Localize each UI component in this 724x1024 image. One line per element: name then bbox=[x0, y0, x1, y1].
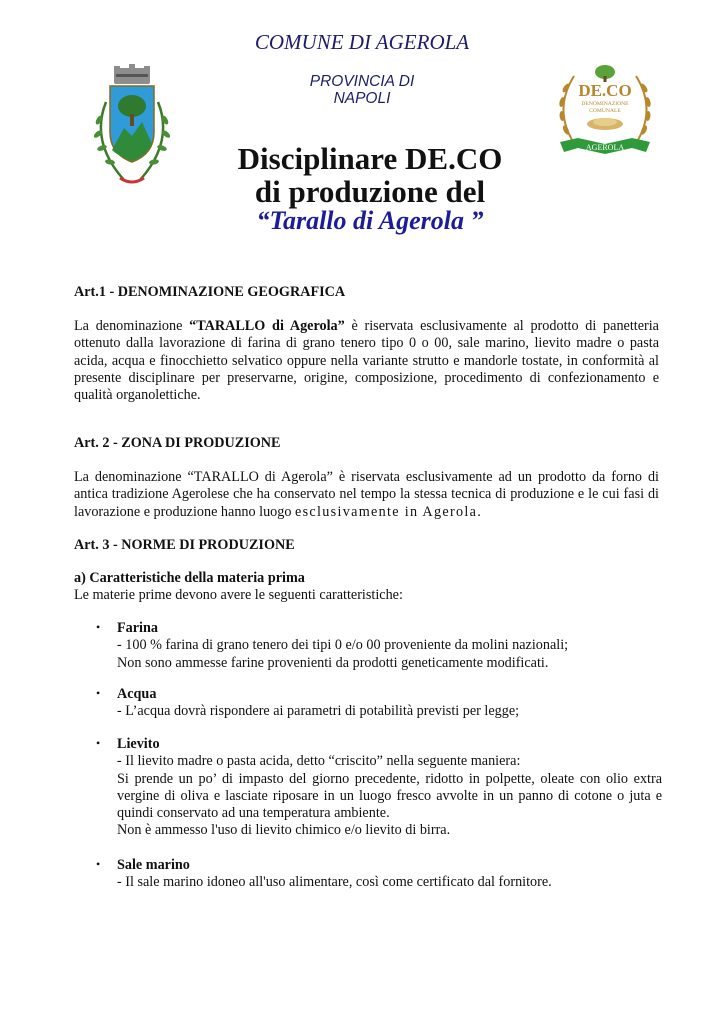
bullet-sale-marino: • bbox=[96, 857, 101, 871]
provincia-line-1: PROVINCIA DI bbox=[309, 73, 415, 90]
item-line: - L’acqua dovrà rispondere ai parametri di potabilità previsti per legge; bbox=[117, 703, 520, 720]
list-item-farina bbox=[117, 620, 662, 672]
title-line-2: di produzione del bbox=[254, 174, 486, 209]
item-title: Acqua bbox=[117, 686, 157, 702]
art3-heading: Art. 3 - NORME DI PRODUZIONE bbox=[74, 537, 295, 553]
bullet-lievito: • bbox=[96, 736, 101, 750]
art2-text-main: La denominazione “TARALLO di Agerola” è riservata esclusivamente ad un prodotto da forno di antica tradizione Agerolese che ha conservato nel tempo la stessa tecnica di produzione e le cui fasi di lavorazione e produzione hanno luogo bbox=[74, 469, 659, 520]
art2-heading: Art. 2 - ZONA DI PRODUZIONE bbox=[74, 435, 281, 451]
art1-text-bold: “TARALLO di Agerola” bbox=[189, 318, 345, 334]
item-title: Sale marino bbox=[117, 857, 190, 873]
art1-heading: Art.1 - DENOMINAZIONE GEOGRAFICA bbox=[74, 284, 346, 300]
deco-line1-text: DENOMINAZIONE bbox=[581, 101, 629, 107]
art1-text-post: è riservata esclusivamente al prodotto di panetteria ottenuto dalla lavorazione di farina di grano tenero tipo 0 o 00, sale marino, lievito madre o pasta acida, acqua e finocchietto selvatico oppure nella variante strutto e mandorle tostate, in conformità al presente disciplinare per preservarne, origine, composizione, procedimento di confezionamento e qualità organolettiche. bbox=[74, 318, 659, 404]
item-line: - 100 % farina di grano tenero dei tipi 0 e/o 00 proveniente da molini nazionali; bbox=[117, 637, 569, 654]
comune-title: COMUNE DI AGEROLA bbox=[254, 30, 470, 54]
item-line: - Il sale marino idoneo all'uso alimentare, così come certificato dal fornitore. bbox=[117, 874, 552, 891]
bullet-farina: • bbox=[96, 620, 101, 634]
item-title: Lievito bbox=[117, 736, 160, 752]
art3-intro: Le materie prime devono avere le seguenti caratteristiche: bbox=[74, 587, 403, 603]
deco-line2-text: COMUNALE bbox=[589, 108, 621, 114]
art2-text-spaced: esclusivamente in Agerola. bbox=[295, 503, 483, 520]
provincia-line-2: NAPOLI bbox=[333, 90, 391, 107]
title-line-1: Disciplinare DE.CO bbox=[237, 141, 503, 176]
item-line: - Il lievito madre o pasta acida, detto “criscito” nella seguente maniera: bbox=[117, 753, 521, 770]
item-line: Non sono ammesse farine provenienti da prodotti geneticamente modificati. bbox=[117, 654, 549, 671]
art1-text-pre: La denominazione bbox=[74, 318, 190, 334]
document-title bbox=[160, 142, 580, 208]
list-item-acqua bbox=[117, 686, 662, 721]
item-title: Farina bbox=[117, 620, 158, 636]
item-line: Si prende un po’ di impasto del giorno precedente, ridotto in polpette, oleate con olio extra vergine di oliva e lasciate riposare in un luogo fresco avvolte in un panno di cotone o juta e quindi conservato ad una temperatura ambiente. bbox=[117, 770, 662, 822]
list-item-lievito bbox=[117, 736, 662, 840]
art3-subheading-a: a) Caratteristiche della materia prima bbox=[74, 570, 305, 586]
deco-banner-text: AGEROLA bbox=[585, 143, 625, 152]
art2-paragraph bbox=[74, 469, 659, 521]
item-line: Non è ammesso l'uso di lievito chimico e/o lievito di birra. bbox=[117, 822, 451, 839]
bullet-acqua: • bbox=[96, 686, 101, 700]
document-subtitle: “Tarallo di Agerola ” bbox=[256, 206, 484, 235]
art1-paragraph bbox=[74, 318, 659, 404]
list-item-sale-marino bbox=[117, 857, 662, 892]
deco-brand-text: DE.CO bbox=[578, 81, 632, 100]
